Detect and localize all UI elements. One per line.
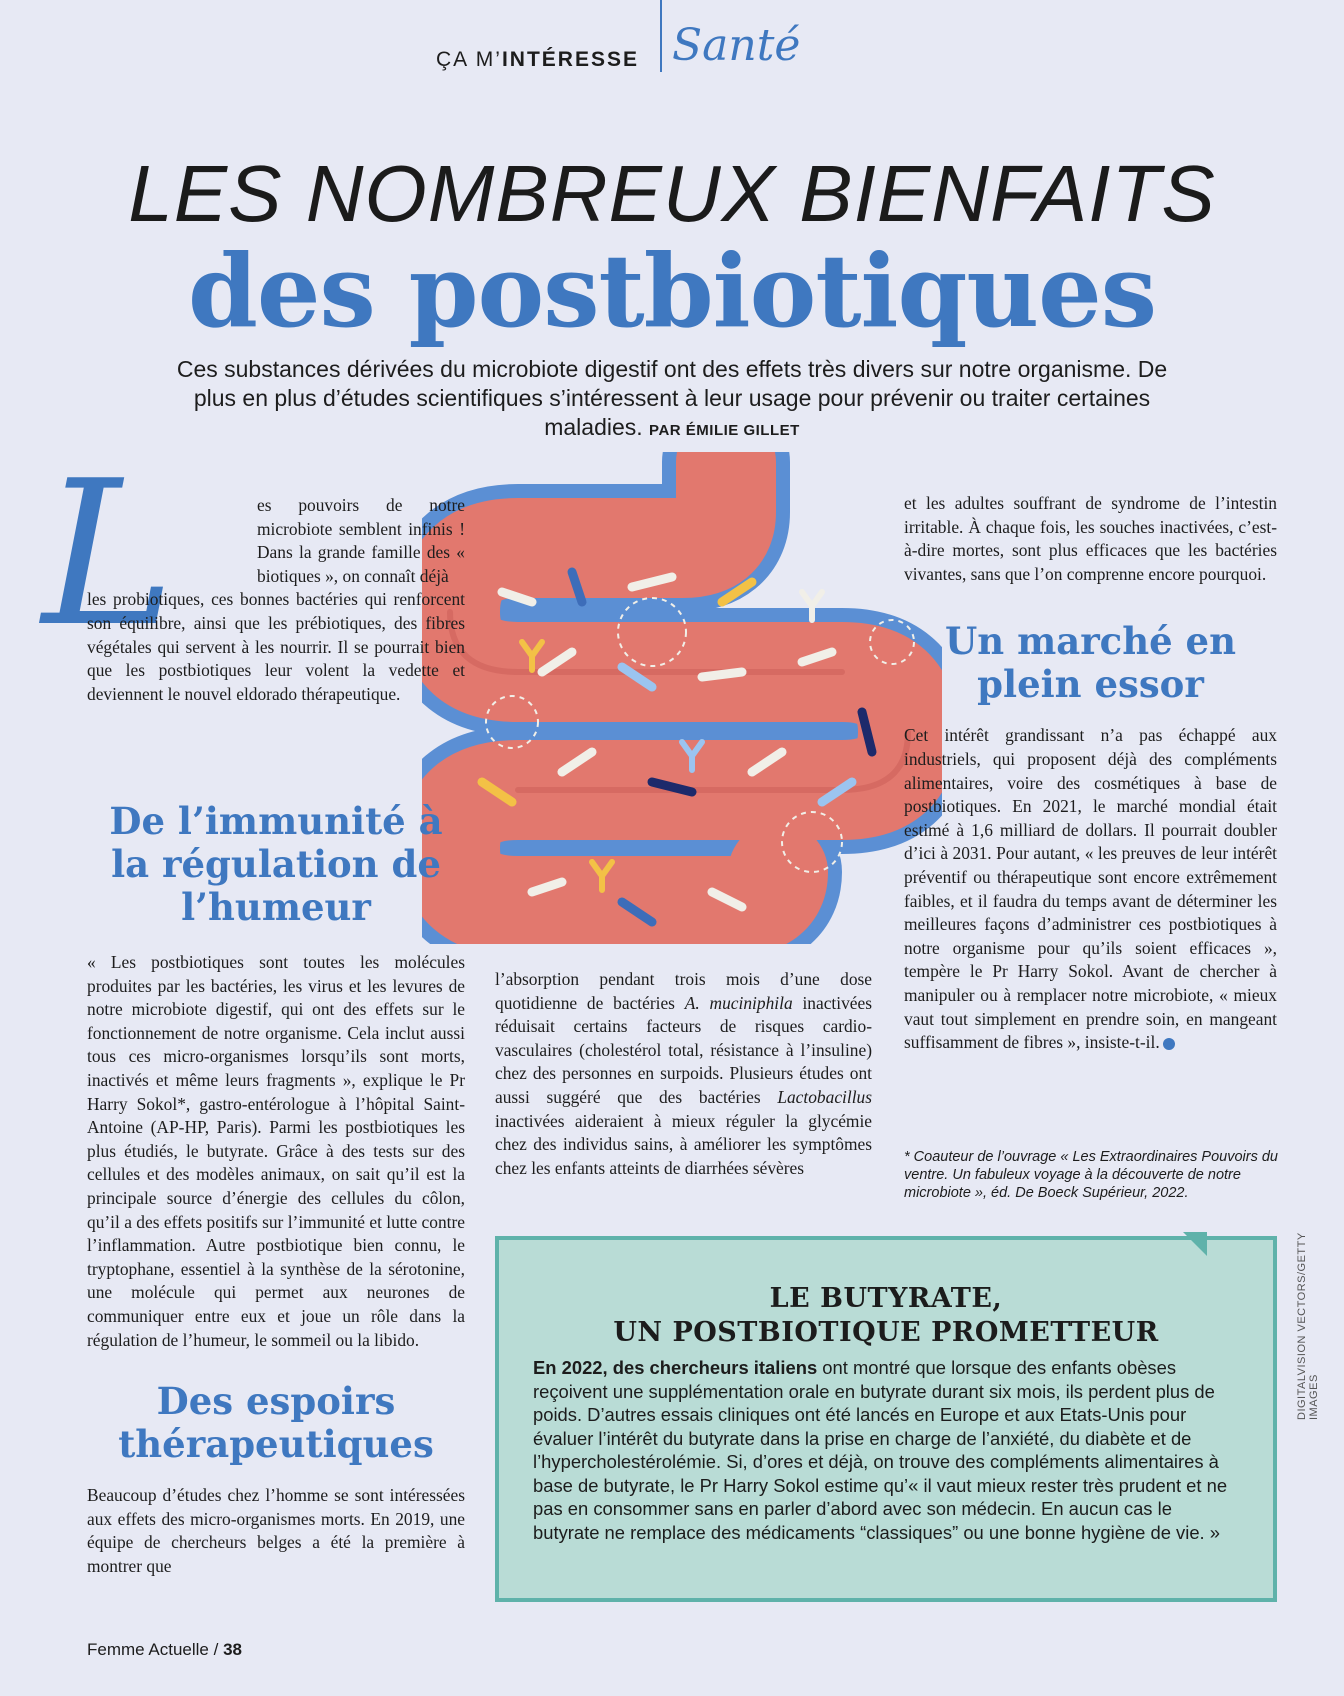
page-folio: Femme Actuelle / 38 (87, 1640, 242, 1659)
column2-text: l’absorption pendant trois mois d’une dose quotidienne de bactéries A. muciniphila inactivées réduisait certains facteurs de risques cardio-vasculaires (cholestérol total, résistance à l’insuline) chez des personnes en surpoids. Plusieurs études ont aussi suggéré que des bactéries Lactobacillus inactivées aideraient à mieux réguler la glycémie chez des individus sains, à améliorer les symptômes chez les enfants atteints de diarrhées sévères (495, 969, 872, 1178)
intro-paragraph (87, 494, 465, 706)
intestine-illustration (422, 452, 942, 944)
column3-text: Cet intérêt grandissant n’a pas échappé aux industriels, qui proposent déjà des compléments alimentaires, voire des cosmétiques à base de postbiotiques. En 2021, le marché mondial était estimé à 1,6 milliard de dollars. Il pourrait doubler d’ici à 2031. Pour autant, « les preuves de leur intérêt préventif ou thérapeutique sont encore extrêmement faibles, et il faudra du temps avant de déterminer les meilleures façons d’administrer ces postbiotiques à notre organisme pour qu’ils soient efficaces », tempère le Pr Harry Sokol. Avant de chercher à manipuler ou à remplacer notre microbiote, « mieux vaut tout simplement en prendre soin, en mangeant suffisamment de fibres », insiste-t-il. (904, 725, 1277, 1053)
page-title: des postbiotiques (187, 232, 1157, 350)
standfirst-text: Ces substances dérivées du microbiote digestif ont des effets très divers sur notre organisme. De plus en plus d’études scientifiques s’intéressent à leur usage pour prévenir ou traiter certaines maladies. (176, 356, 1168, 440)
photo-credit: DIGITALVISION VECTORS/GETTY IMAGES (1296, 1232, 1320, 1420)
section1-text: « Les postbiotiques sont toutes les molécules produites par les bactéries, les virus et les levures de notre microbiote digestif, qui ont des effets sur le fonctionnement de notre organisme. Cela inclut aussi tous ces micro-organismes lorsqu’ils sont morts, inactivés et même leurs fragments », explique le Pr Harry Sokol*, gastro-entérologue à l’hôpital Saint-Antoine (AP-HP, Paris). Parmi les postbiotiques les plus étudiés, le butyrate. Grâce à des tests sur des cellules et des modèles animaux, on sait qu’il est la principale source d’énergie des cellules du côlon, qu’il a des effets positifs sur l’immunité et lutte contre l’inflammation. Autre postbiotique bien connu, le tryptophane, essentiel à la synthèse de la sérotonine, une molécule qui permet aux neurones de communiquer entre eux et joue un rôle dans la régulation de l’humeur, le sommeil ou la libido. (87, 952, 465, 1350)
box-corner-tab (1183, 1232, 1207, 1256)
footnote: * Coauteur de l’ouvrage « Les Extraordinaires Pouvoirs du ventre. Un fabuleux voyage à la découverte de notre microbiote », éd. De Boeck Supérieur, 2022. (904, 1149, 1278, 1201)
title-kicker: LES NOMBREUX BIENFAITS (128, 149, 1216, 238)
drop-cap: L (42, 438, 175, 671)
column3-top-text: et les adultes souffrant de syndrome de l’intestin irritable. À chaque fois, les souches inactivées, c’est-à-dire mortes, sont plus efficaces que les bactéries vivantes, sans que l’on comprenne encore pourquoi. (904, 493, 1277, 584)
box-text: En 2022, des chercheurs italiens ont montré que lorsque des enfants obèses reçoivent une supplémentation orale en butyrate durant six mois, ils perdent plus de poids. D’autres essais cliniques ont été lancés en Europe et aux Etats-Unis pour évaluer l’intérêt du butyrate dans la prise en charge de l’anxiété, du diabète et de l’hypercholestérolémie. Si, d’ores et déjà, on trouve des compléments alimentaires à base de butyrate, le Pr Harry Sokol estime qu’« il vaut mieux rester très prudent et ne pas en consommer sans en parler d’abord avec son médecin. En aucun cas le butyrate ne remplace des médicaments “classiques” ou une bonne hygiène de vie. » (533, 1357, 1228, 1543)
rubric-label: ÇA M’INTÉRESSE (435, 48, 639, 71)
standfirst (170, 355, 1174, 445)
column-2 (495, 968, 872, 1180)
subhead-espoirs: Des espoirs thérapeutiques (118, 1379, 434, 1467)
subhead-immunite: De l’immunité à la régulation de l’humeur (109, 799, 443, 929)
butyrate-box (495, 1236, 1277, 1602)
rubric-divider (660, 0, 662, 72)
end-mark-icon (1163, 1038, 1175, 1050)
column-3 (904, 492, 1277, 1055)
byline: PAR ÉMILIE GILLET (649, 422, 800, 439)
subhead-marche: Un marché en plein essor (945, 619, 1236, 707)
section2-text: Beaucoup d’études chez l’homme se sont intéressées aux effets des micro-organismes morts. En 2019, une équipe de chercheurs belges a été la première à montrer que (87, 1485, 465, 1576)
rubric-section: Santé (672, 20, 801, 71)
section-rubric (0, 0, 1344, 90)
box-title: LE BUTYRATE, UN POSTBIOTIQUE PROMETTEUR (613, 1283, 1159, 1348)
intro-indented-text: es pouvoirs de notre microbiote semblent infinis ! Dans la grande famille des « biotiques », on connaît déjà (257, 495, 465, 586)
column-1 (87, 800, 465, 1578)
intro-text: les probiotiques, ces bonnes bactéries qui renforcent son équilibre, ainsi que les prébiotiques, des fibres végétales qui servent à les nourrir. Il se pourrait bien que les postbiotiques leur volent la vedette et deviennent le nouvel eldorado thérapeutique. (87, 589, 465, 704)
